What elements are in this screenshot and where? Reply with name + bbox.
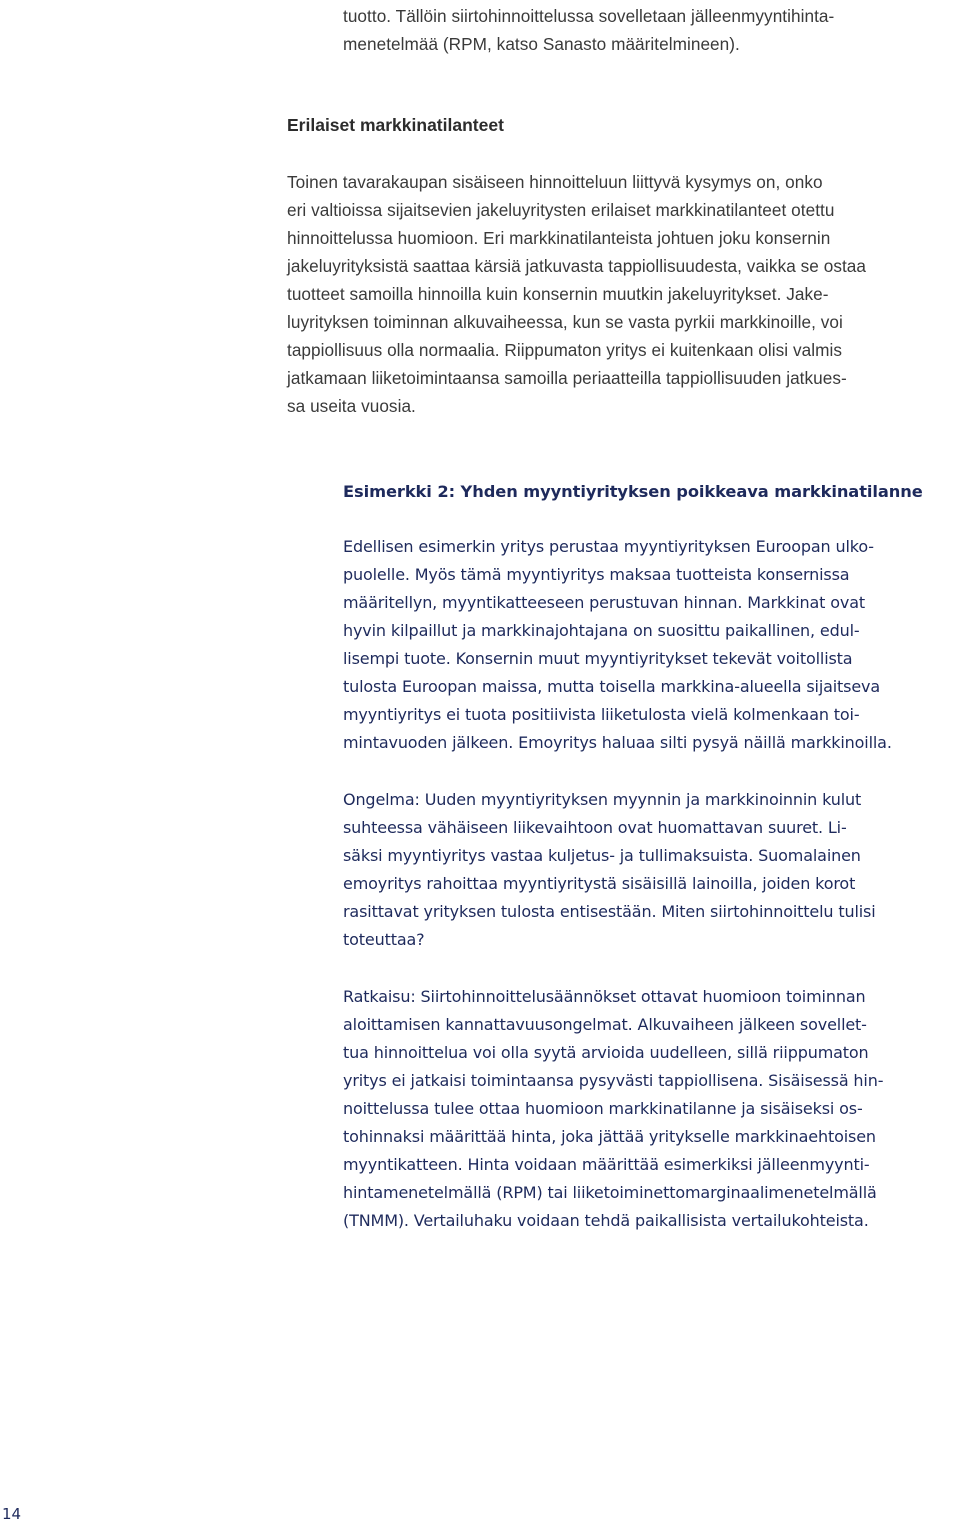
example-description-line: hyvin kilpaillut ja markkinajohtajana on suosittu paikallinen, edul-	[343, 621, 860, 640]
solution-line: tohinnaksi määrittää hinta, joka jättää yritykselle markkinaehtoisen	[343, 1127, 876, 1146]
solution-line: noittelussa tulee ottaa huomioon markkinatilanne ja sisäiseksi os-	[343, 1099, 863, 1118]
section-line: tappiollisuus olla normaalia. Riippumaton yritys ei kuitenkaan olisi valmis	[287, 340, 842, 360]
example-description-line: puolelle. Myös tämä myyntiyritys maksaa tuotteista konsernissa	[343, 565, 850, 584]
section-line: Toinen tavarakaupan sisäiseen hinnoitteluun liittyvä kysymys on, onko	[287, 172, 823, 192]
page-number: 14	[2, 1505, 22, 1523]
example-description-line: tulosta Euroopan maissa, mutta toisella markkina-alueella sijaitseva	[343, 677, 881, 696]
problem-line: emoyritys rahoittaa myyntiyritystä sisäisillä lainoilla, joiden korot	[343, 874, 856, 893]
section-line: luyrityksen toiminnan alkuvaiheessa, kun se vasta pyrkii markkinoille, voi	[287, 312, 843, 332]
section-line: jakeluyrityksistä saattaa kärsiä jatkuvasta tappiollisuudesta, vaikka se ostaa	[287, 256, 867, 276]
section-line: jatkamaan liiketoimintaansa samoilla periaatteilla tappiollisuuden jatkues-	[287, 368, 847, 388]
example-description-line: Edellisen esimerkin yritys perustaa myyntiyrityksen Euroopan ulko-	[343, 537, 874, 556]
example-description-line: myyntiyritys ei tuota positiivista liiketulosta vielä kolmenkaan toi-	[343, 705, 860, 724]
intro-line: menetelmää (RPM, katso Sanasto määritelmineen).	[343, 34, 740, 54]
solution-line: yritys ei jatkaisi toimintaansa pysyvästi tappiollisena. Sisäisessä hin-	[343, 1071, 884, 1090]
example-description-line: mintavuoden jälkeen. Emoyritys haluaa silti pysyä näillä markkinoilla.	[343, 733, 892, 752]
example-description-line: lisempi tuote. Konsernin muut myyntiyritykset tekevät voitollista	[343, 649, 853, 668]
section-line: tuotteet samoilla hinnoilla kuin konsernin muutkin jakeluyritykset. Jake-	[287, 284, 829, 304]
section-line: hinnoittelussa huomioon. Eri markkinatilanteista johtuen joku konsernin	[287, 228, 831, 248]
solution-line: tua hinnoittelua voi olla syytä arvioida uudelleen, sillä riippumaton	[343, 1043, 869, 1062]
section-line: sa useita vuosia.	[287, 396, 416, 416]
problem-line: toteuttaa?	[343, 930, 425, 949]
solution-line: hintamenetelmällä (RPM) tai liiketoiminettomarginaalimenetelmällä	[343, 1183, 877, 1202]
section-line: eri valtioissa sijaitsevien jakeluyritysten erilaiset markkinatilanteet otettu	[287, 200, 835, 220]
example-description-line: määritellyn, myyntikatteeseen perustuvan hinnan. Markkinat ovat	[343, 593, 865, 612]
problem-line: suhteessa vähäiseen liikevaihtoon ovat huomattavan suuret. Li-	[343, 818, 847, 837]
example-heading: Esimerkki 2: Yhden myyntiyrityksen poikkeava markkinatilanne	[343, 482, 923, 501]
problem-line: rasittavat yrityksen tulosta entisestään. Miten siirtohinnoittelu tulisi	[343, 902, 876, 921]
section-heading: Erilaiset markkinatilanteet	[287, 115, 504, 135]
solution-line: myyntikatteen. Hinta voidaan määrittää esimerkiksi jälleenmyynti-	[343, 1155, 870, 1174]
solution-line: Ratkaisu: Siirtohinnoittelusäännökset ottavat huomioon toiminnan	[343, 987, 866, 1006]
problem-line: Ongelma: Uuden myyntiyrityksen myynnin ja markkinoinnin kulut	[343, 790, 862, 809]
solution-line: (TNMM). Vertailuhaku voidaan tehdä paikallisista vertailukohteista.	[343, 1211, 869, 1230]
intro-line: tuotto. Tällöin siirtohinnoittelussa sovelletaan jälleenmyyntihinta-	[343, 6, 835, 26]
problem-line: säksi myyntiyritys vastaa kuljetus- ja tullimaksuista. Suomalainen	[343, 846, 861, 865]
solution-line: aloittamisen kannattavuusongelmat. Alkuvaiheen jälkeen sovellet-	[343, 1015, 867, 1034]
